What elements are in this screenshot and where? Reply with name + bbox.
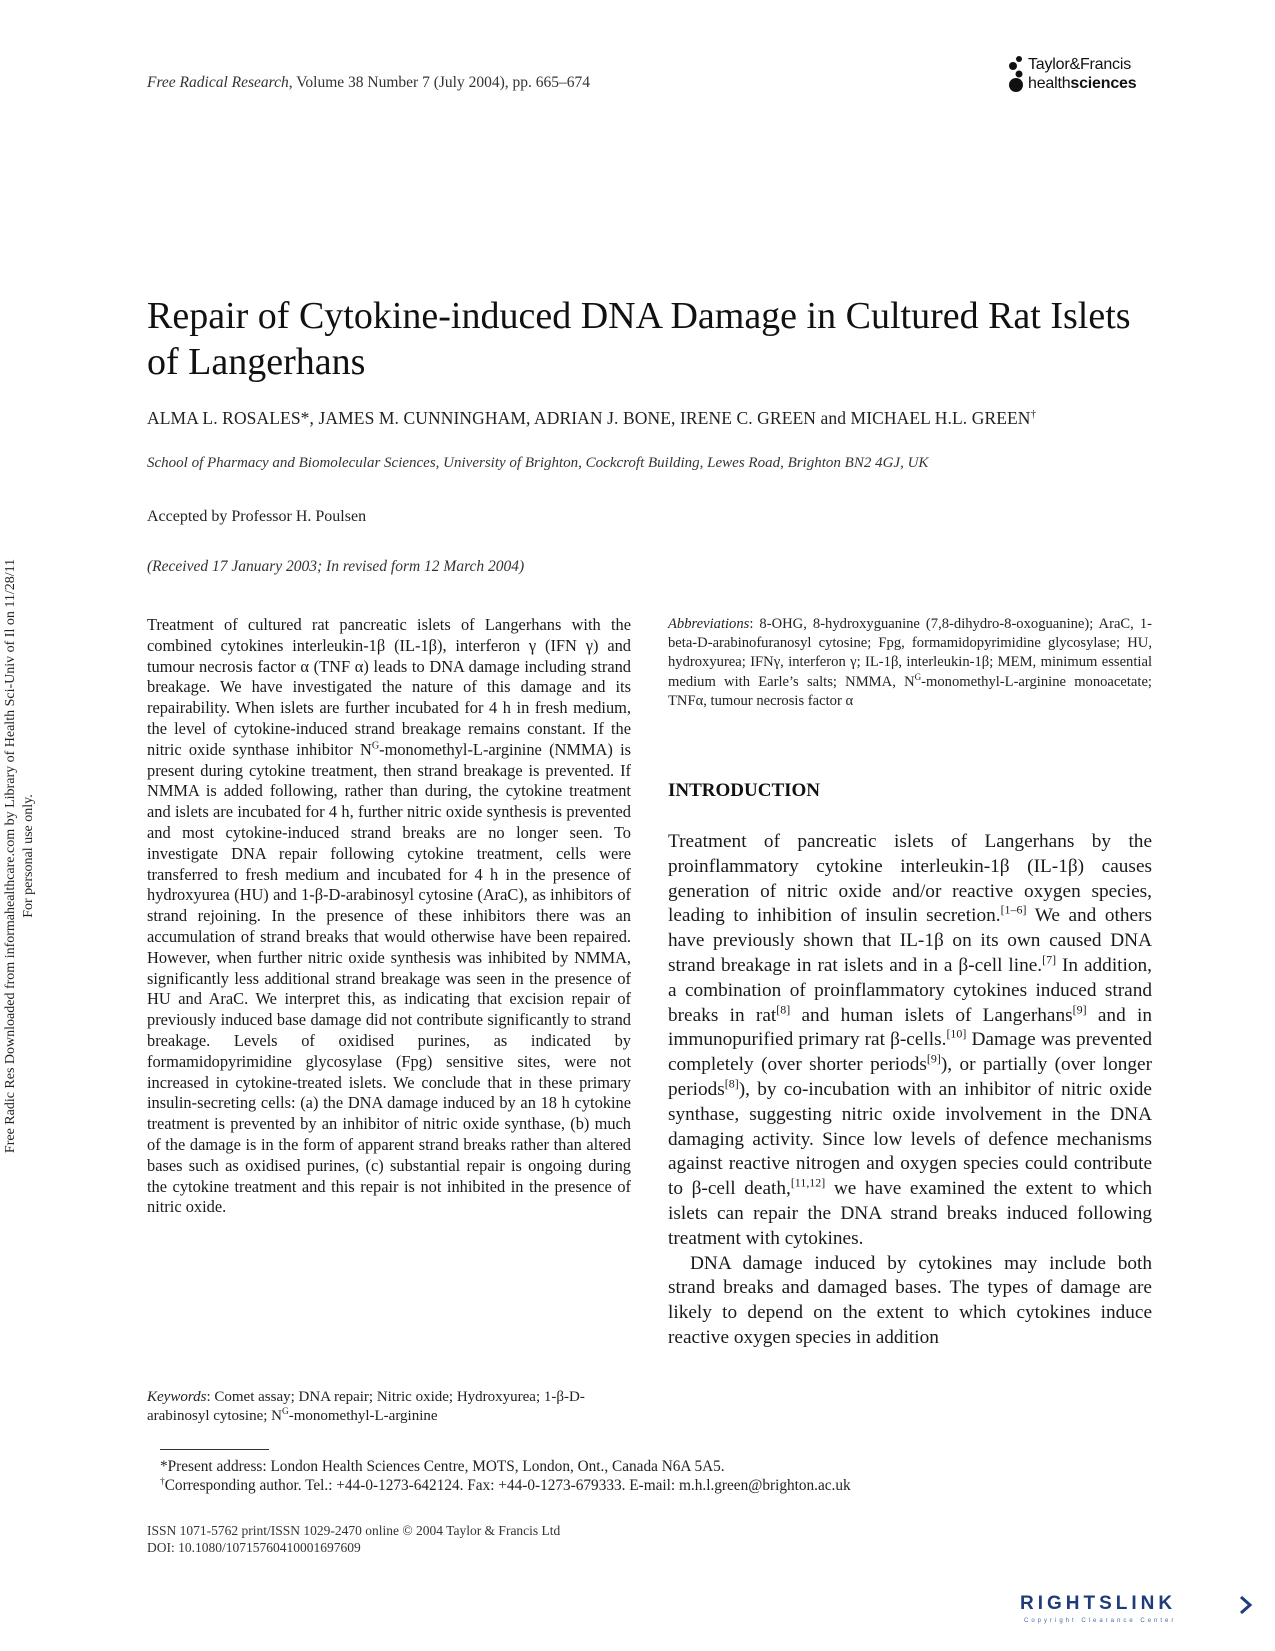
taylor-francis-dots-icon bbox=[1006, 53, 1028, 97]
rightslink-subtext: Copyright Clearance Center bbox=[1024, 1618, 1177, 1624]
intro-text: Treatment of pancreatic islets of Langerhans by the proinflammatory cytokine interleukin-1β (IL-1β) causes generation of nitric oxide and/or reactive oxygen species, leading to inhibition of insulin secretion. bbox=[668, 831, 1152, 927]
keywords-text-b: -monomethyl-L-arginine bbox=[288, 1408, 438, 1424]
affiliation: School of Pharmacy and Biomolecular Sciences, University of Brighton, Cockcroft Building, Lewes Road, Brighton BN2 4GJ, UK bbox=[147, 455, 929, 471]
download-watermark bbox=[2, 546, 38, 1166]
authors-mark: † bbox=[1030, 408, 1037, 421]
intro-text: ), by co-incubation with an inhibitor of nitric oxide synthase, suggesting nitric oxide involvement in the DNA damaging activity. Since low levels of defence mechanisms against reactive nitrogen and oxygen species could contribute to β-cell death, bbox=[668, 1078, 1152, 1200]
introduction-paragraph-1 bbox=[668, 830, 1152, 1252]
journal-details: , Volume 38 Number 7 (July 2004), pp. 665–674 bbox=[288, 74, 590, 91]
accepted-by: Accepted by Professor H. Poulsen bbox=[147, 508, 367, 525]
rightslink-logo[interactable] bbox=[1020, 1593, 1260, 1629]
article-title: Repair of Cytokine-induced DNA Damage in Cultured Rat Islets of Langerhans bbox=[147, 295, 1131, 383]
rightslink-chevron-icon bbox=[1238, 1595, 1254, 1615]
citation-ref: [11,12] bbox=[790, 1175, 826, 1190]
doi-line: DOI: 10.1080/10715760410001697609 bbox=[147, 1540, 361, 1555]
keywords-text-a: : Comet assay; DNA repair; Nitric oxide; Hydroxyurea; 1-β-D-arabinosyl cytosine; N bbox=[147, 1389, 585, 1424]
abbreviations-label: Abbreviations bbox=[668, 616, 750, 632]
journal-citation bbox=[147, 74, 590, 92]
abbreviations-sup: G bbox=[914, 671, 922, 682]
issn-line: ISSN 1071-5762 print/ISSN 1029-2470 online © 2004 Taylor & Francis Ltd bbox=[147, 1523, 561, 1538]
intro-text: and human islets of Langerhans bbox=[790, 1004, 1073, 1026]
publisher-subname bbox=[1028, 75, 1136, 93]
footnote-corresponding-text: Corresponding author. Tel.: +44-0-1273-642124. Fax: +44-0-1273-679333. E-mail: m.h.l.green@brighton.ac.uk bbox=[164, 1477, 851, 1494]
citation-ref: [7] bbox=[1042, 952, 1057, 967]
citation-ref: [9] bbox=[926, 1051, 941, 1066]
publisher-logo bbox=[1006, 53, 1156, 97]
author-list bbox=[147, 408, 1036, 429]
citation-ref: [9] bbox=[1072, 1002, 1087, 1017]
publisher-name: Taylor&Francis bbox=[1028, 56, 1132, 73]
citation-ref: [10] bbox=[946, 1026, 967, 1041]
received-dates: (Received 17 January 2003; In revised form 12 March 2004) bbox=[147, 558, 525, 575]
intro-text: We and others have previously shown that IL-1β on its own caused DNA strand breakage in rat islets and in a β-cell line. bbox=[668, 905, 1152, 976]
intro-text: In addition, a combination of proinflammatory cytokines induced strand breaks in rat bbox=[668, 954, 1152, 1026]
introduction-paragraph-2: DNA damage induced by cytokines may include both strand breaks and damaged bases. The types of damage are likely to depend on the extent to which cytokines induce reactive oxygen species in addition bbox=[668, 1252, 1152, 1348]
issn-block bbox=[147, 1522, 560, 1556]
keywords-sup: G bbox=[281, 1407, 289, 1417]
intro-text: we have examined the extent to which islets can repair the DNA strand breaks induced following treatment with cytokines. bbox=[668, 1178, 1153, 1249]
footnote-present-address: *Present address: London Health Sciences Centre, MOTS, London, Ont., Canada N6A 5A5. bbox=[160, 1458, 725, 1475]
footnote-corresponding-author bbox=[160, 1476, 1160, 1495]
journal-name: Free Radical Research bbox=[147, 74, 289, 91]
abstract bbox=[147, 615, 631, 1218]
abbreviations-text-a: : 8-OHG, 8-hydroxyguanine (7,8-dihydro-8-oxoguanine); AraC, 1-beta-D-arabinofuranosyl cytosine; Fpg, formamidopyrimidine glycosylase; HU, hydroxyurea; IFNγ, interferon γ; IL-1β, interleukin-1β; MEM, minimum essential medium with Earle’s salts; NMMA, N bbox=[668, 616, 1152, 690]
abstract-part2: -monomethyl-L-arginine (NMMA) is present during cytokine treatment, then strand breakage is prevented. If NMMA is added following, rather than during, the cytokine treatment and islets are incubated for 4 h, further nitric oxide synthesis is prevented and most cytokine-induced strand breaks are no longer seen. To investigate DNA repair following cytokine treatment, cells were transferred to fresh medium and incubated for 4 h in the presence of hydroxyurea (HU) and 1-β-D-arabinosyl cytosine (AraC), as inhibitors of strand rejoining. In the presence of these inhibitors there was an accumulation of strand breaks that would otherwise have been repaired. However, when further nitric oxide synthesis was inhibited by NMMA, significantly less additional strand breakage was seen in the presence of HU and AraC. We interpret this, as indicating that excision repair of previously induced base damage did not contribute significantly to strand breakage. Levels of oxidised purines, as indicated by formamidopyrimidine glycosylase (Fpg) sensitive sites, were not increased in cytokine-treated islets. We conclude that in these primary insulin-secreting cells: (a) the DNA damage induced by an 18 h cytokine treatment is prevented by an inhibitor of nitric oxide synthase, (b) much of the damage is in the form of apparent strand breaks rather than altered bases such as oxidised purines, (c) substantial repair is ongoing during the cytokine treatment and this repair is not inhibited in the presence of nitric oxide. bbox=[147, 739, 632, 1217]
introduction-heading: INTRODUCTION bbox=[668, 780, 821, 801]
intro-text: and in immunopurified primary rat β-cells. bbox=[668, 1004, 1153, 1051]
authors-text: ALMA L. ROSALES*, JAMES M. CUNNINGHAM, ADRIAN J. BONE, IRENE C. GREEN and MICHAEL H.L. GREEN bbox=[147, 408, 1031, 428]
abbreviations bbox=[668, 615, 1152, 711]
citation-ref: [8] bbox=[724, 1076, 739, 1091]
abstract-sup: G bbox=[371, 740, 380, 752]
download-note-line1: Free Radic Res Downloaded from informahealthcare.com by Library of Health Sci-Univ of Il on 11/28/11 bbox=[3, 558, 18, 1154]
citation-ref: [8] bbox=[776, 1002, 791, 1017]
footnote-mark: † bbox=[160, 1476, 165, 1487]
download-note-line2: For personal use only. bbox=[21, 794, 36, 918]
abbreviations-text-b: -monomethyl-L-arginine monoacetate; TNFα, tumour necrosis factor α bbox=[668, 673, 1152, 709]
abstract-part1: Treatment of cultured rat pancreatic islets of Langerhans with the combined cytokines interleukin-1β (IL-1β), interferon γ (IFN γ) and tumour necrosis factor α (TNF α) leads to DNA damage including strand breakage. We have investigated the nature of this damage and its repairability. When islets are further incubated for 4 h in fresh medium, the level of cytokine-induced strand breakage remains constant. If the nitric oxide synthase inhibitor N bbox=[147, 615, 631, 759]
keywords-label: Keywords bbox=[147, 1389, 207, 1405]
publisher-subname-b: sciences bbox=[1070, 75, 1137, 92]
footnote-divider bbox=[160, 1449, 269, 1450]
citation-ref: [1–6] bbox=[1000, 902, 1027, 917]
intro-text: Damage was prevented completely (over shorter periods bbox=[668, 1029, 1152, 1076]
rightslink-text: RIGHTSLINK bbox=[1020, 1593, 1177, 1614]
introduction-body bbox=[668, 830, 1152, 1351]
intro-text: ), or partially (over longer periods bbox=[668, 1054, 1152, 1100]
publisher-subname-a: health bbox=[1028, 75, 1071, 92]
keywords bbox=[147, 1388, 631, 1426]
